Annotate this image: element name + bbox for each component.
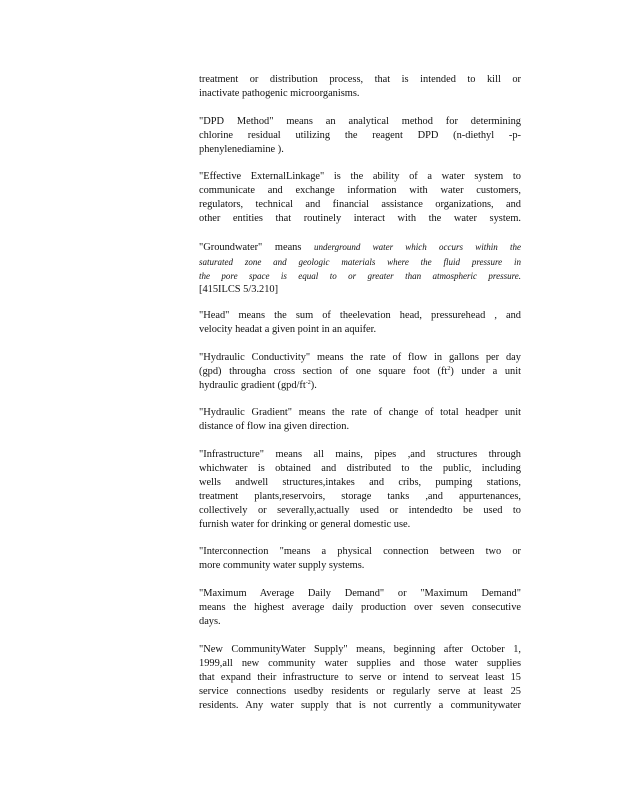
text-line: "Head" means the sum of theelevation head, pressurehead , and <box>199 310 521 321</box>
text-line: chlorine residual utilizing the reagent DPD (n-diethyl -p- <box>199 130 521 141</box>
text-line: "DPD Method" means an analytical method for determining <box>199 116 521 127</box>
superscript: -2 <box>305 380 311 386</box>
statutory-italic-text: underground water which occurs within the <box>314 242 521 252</box>
text-segment: ). <box>310 380 317 391</box>
definition-hydraulic-gradient <box>199 406 521 434</box>
text-line: "Infrastructure" means all mains, pipes ,and structures through <box>199 449 521 460</box>
statutory-italic-line: the pore space is equal to or greater than atmospheric pressure. <box>199 271 521 281</box>
definition-new-community-water-supply <box>199 643 521 713</box>
text-line: days. <box>199 616 221 627</box>
text-line: wells andwell structures,intakes and cribs, pumping stations, <box>199 477 521 488</box>
text-line: phenylenediamine ). <box>199 144 284 155</box>
text-line: inactivate pathogenic microorganisms. <box>199 88 360 99</box>
text-line: "Interconnection "means a physical connection between two or <box>199 546 521 557</box>
text-line: whichwater is obtained and distributed to the public, including <box>199 463 521 474</box>
text-line: more community water supply systems. <box>199 560 365 571</box>
text-line: 1999,all new community water supplies and those water supplies <box>199 658 521 669</box>
statutory-italic-line: saturated zone and geologic materials where the fluid pressure in <box>199 257 521 267</box>
text-line: communicate and exchange information with water customers, <box>199 185 521 196</box>
definition-hydraulic-conductivity <box>199 351 521 393</box>
text-line <box>199 240 521 255</box>
definition-interconnection <box>199 545 521 573</box>
text-line: that expand their infrastructure to serve or intend to serveat least 15 <box>199 672 521 683</box>
paragraph-treatment-continuation <box>199 73 521 101</box>
text-line: velocity headat a given point in an aquifer. <box>199 324 377 335</box>
text-line: means the highest average daily production over seven consecutive <box>199 602 521 613</box>
text-line: other entities that routinely interact with the water system. <box>199 213 521 224</box>
text-line: "Hydraulic Gradient" means the rate of change of total headper unit <box>199 407 521 418</box>
text-line: collectively or severally,actually used or intendedto be used to <box>199 505 521 516</box>
definition-effective-external-linkage <box>199 170 521 226</box>
text-segment: ) under a unit <box>450 366 521 377</box>
text-segment: (gpd) througha cross section of one square foot (ft <box>199 366 448 377</box>
text-line: "New CommunityWater Supply" means, beginning after October 1, <box>199 644 521 655</box>
text-line <box>199 365 521 379</box>
text-line: residents. Any water supply that is not currently a communitywater <box>199 700 521 711</box>
groundwater-term: "Groundwater" means <box>199 242 302 253</box>
definition-maximum-average-daily-demand <box>199 587 521 629</box>
definition-infrastructure <box>199 448 521 532</box>
definition-head <box>199 309 521 337</box>
text-line: regulators, technical and financial assistance organizations, and <box>199 199 521 210</box>
text-line: treatment or distribution process, that is intended to kill or <box>199 74 521 85</box>
text-line <box>199 379 521 393</box>
text-line: "Effective ExternalLinkage" is the ability of a water system to <box>199 171 521 182</box>
text-line: "Maximum Average Daily Demand" or "Maximum Demand" <box>199 588 521 599</box>
text-line: "Hydraulic Conductivity" means the rate of flow in gallons per day <box>199 352 521 363</box>
definition-dpd-method <box>199 115 521 157</box>
statute-citation: [415ILCS 5/3.210] <box>199 284 279 295</box>
text-line: furnish water for drinking or general domestic use. <box>199 519 411 530</box>
superscript: 2 <box>447 366 451 372</box>
text-line: service connections usedby residents or regularly serve at least 25 <box>199 686 521 697</box>
text-line: treatment plants,reservoirs, storage tanks ,and appurtenances, <box>199 491 521 502</box>
text-line: distance of flow ina given direction. <box>199 421 350 432</box>
definition-groundwater <box>199 240 521 297</box>
text-segment: hydraulic gradient (gpd/ft <box>199 380 306 391</box>
